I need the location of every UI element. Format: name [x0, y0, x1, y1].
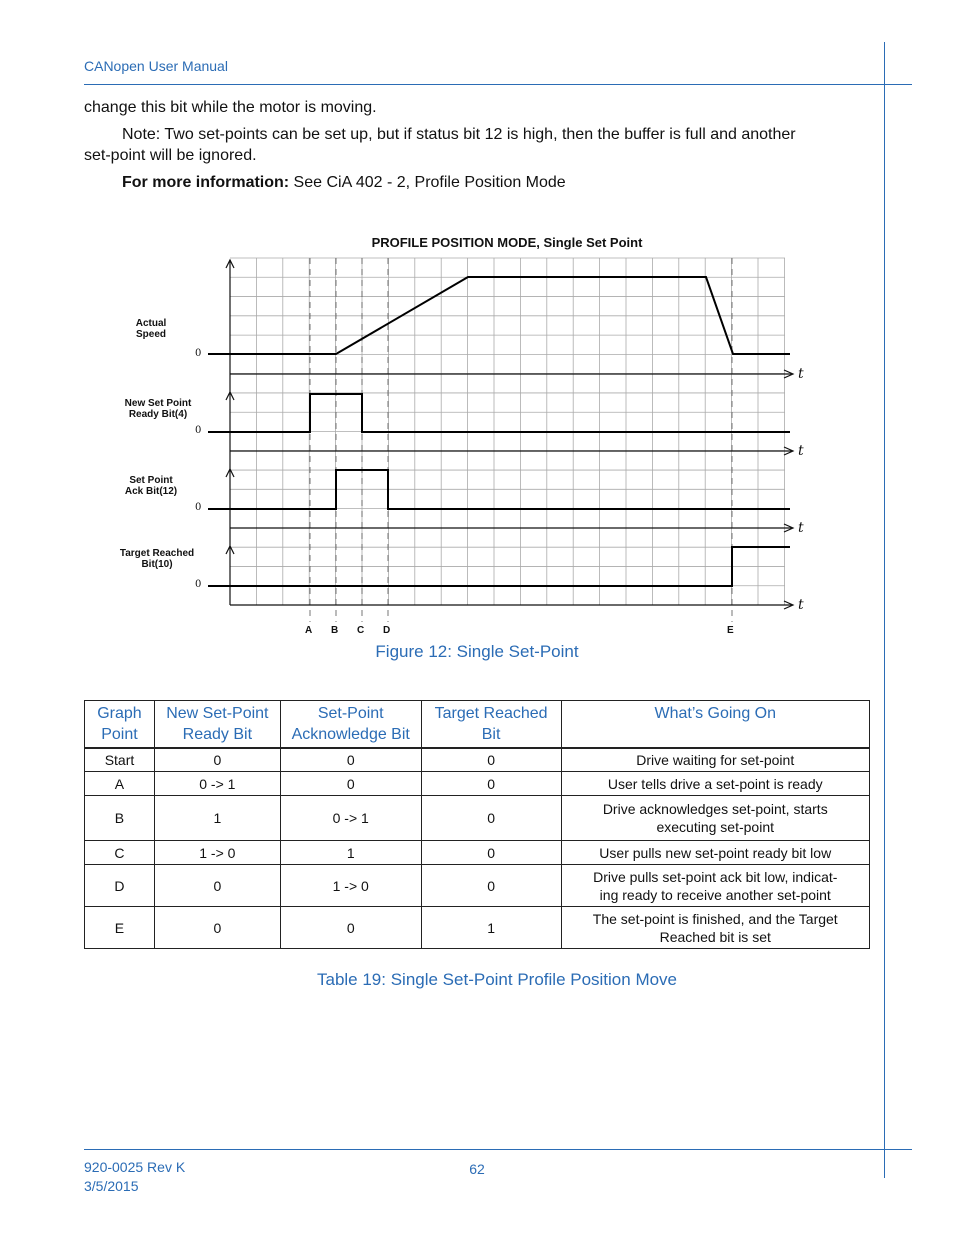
doc-date: 3/5/2015: [84, 1178, 139, 1194]
point-label-c: C: [357, 625, 365, 636]
cell-ready: 0: [154, 907, 280, 949]
col-header-ready-bit: New Set-Point Ready Bit: [154, 701, 280, 749]
table-row: [85, 907, 870, 949]
time-axes: [226, 260, 793, 609]
cell-description: User pulls new set-point ready bit low: [561, 841, 870, 865]
table-header-row: [85, 701, 870, 749]
cell-target: 0: [421, 841, 561, 865]
cell-ack: 0 -> 1: [280, 796, 421, 841]
cell-ready: 0 -> 1: [154, 772, 280, 796]
cell-target: 0: [421, 772, 561, 796]
time-axis-label: t: [798, 520, 804, 536]
signal-label-ack: Set Point Ack Bit(12): [124, 475, 178, 497]
figure-caption: Figure 12: Single Set-Point: [375, 642, 579, 661]
event-markers: [310, 258, 732, 622]
page-number: 62: [469, 1161, 485, 1177]
cell-point: A: [85, 772, 155, 796]
cell-target: 0: [421, 865, 561, 907]
table-caption: Table 19: Single Set-Point Profile Position Move: [316, 970, 678, 989]
point-label-a: A: [305, 625, 313, 636]
signal-label-ready: New Set Point Ready Bit(4): [124, 398, 192, 420]
point-label-b: B: [331, 625, 339, 636]
cell-point: B: [85, 796, 155, 841]
more-info-text: See CiA 402 - 2, Profile Position Mode: [289, 174, 566, 191]
cell-description: User tells drive a set-point is ready: [561, 772, 870, 796]
cell-ack: 0: [280, 748, 421, 772]
signal-label-speed: Actual Speed: [135, 318, 167, 340]
point-label-d: D: [383, 625, 391, 636]
cell-ack: 1: [280, 841, 421, 865]
set-point-table: [84, 700, 870, 949]
ready-bit-trace: [208, 394, 790, 432]
col-header-graph-point: Graph Point: [85, 701, 155, 749]
table-row: [85, 748, 870, 772]
more-info-label: For more information:: [122, 174, 290, 191]
cell-ready: 1: [154, 796, 280, 841]
zero-label: 0: [195, 502, 202, 513]
note-line-2: set-point will be ignored.: [84, 147, 257, 164]
table-row: [85, 796, 870, 841]
cell-point: Start: [85, 748, 155, 772]
cell-point: D: [85, 865, 155, 907]
cell-ack: 0: [280, 907, 421, 949]
cell-ready: 0: [154, 748, 280, 772]
cell-target: 0: [421, 796, 561, 841]
cell-point: E: [85, 907, 155, 949]
cell-point: C: [85, 841, 155, 865]
cell-description: Drive acknowledges set-point, starts executing set-point: [561, 796, 870, 841]
cell-target: 0: [421, 748, 561, 772]
note-line-1: Note: Two set-points can be set up, but if status bit 12 is high, then the buffer is full and another: [122, 126, 796, 143]
cell-ack: 1 -> 0: [280, 865, 421, 907]
doc-number: 920-0025 Rev K: [84, 1159, 186, 1175]
zero-label: 0: [195, 348, 202, 359]
footer-rule: [84, 1149, 912, 1150]
time-axis-label: t: [798, 443, 804, 459]
col-header-ack-bit: Set-Point Acknowledge Bit: [280, 701, 421, 749]
cell-target: 1: [421, 907, 561, 949]
cell-description: The set-point is finished, and the Target Reached bit is set: [561, 907, 870, 949]
time-axis-label: t: [798, 597, 804, 613]
cell-ready: 0: [154, 865, 280, 907]
figure-title: PROFILE POSITION MODE, Single Set Point: [371, 235, 643, 250]
col-header-target-bit: Target Reached Bit: [421, 701, 561, 749]
col-header-whats-going-on: What’s Going On: [561, 701, 870, 749]
table-row: [85, 772, 870, 796]
time-axis-label: t: [798, 366, 804, 382]
cell-ack: 0: [280, 772, 421, 796]
cell-description: Drive waiting for set-point: [561, 748, 870, 772]
body-line: change this bit while the motor is moving.: [84, 99, 377, 116]
point-label-e: E: [727, 625, 734, 636]
signal-label-target: Target Reached Bit(10): [119, 548, 195, 570]
cell-description: Drive pulls set-point ack bit low, indicat- ing ready to receive another set-point: [561, 865, 870, 907]
zero-label: 0: [195, 425, 202, 436]
table-row: [85, 841, 870, 865]
footer-doc-info: [84, 1158, 185, 1196]
zero-label: 0: [195, 579, 202, 590]
table-row: [85, 865, 870, 907]
running-header: CANopen User Manual: [84, 58, 228, 74]
cell-ready: 1 -> 0: [154, 841, 280, 865]
